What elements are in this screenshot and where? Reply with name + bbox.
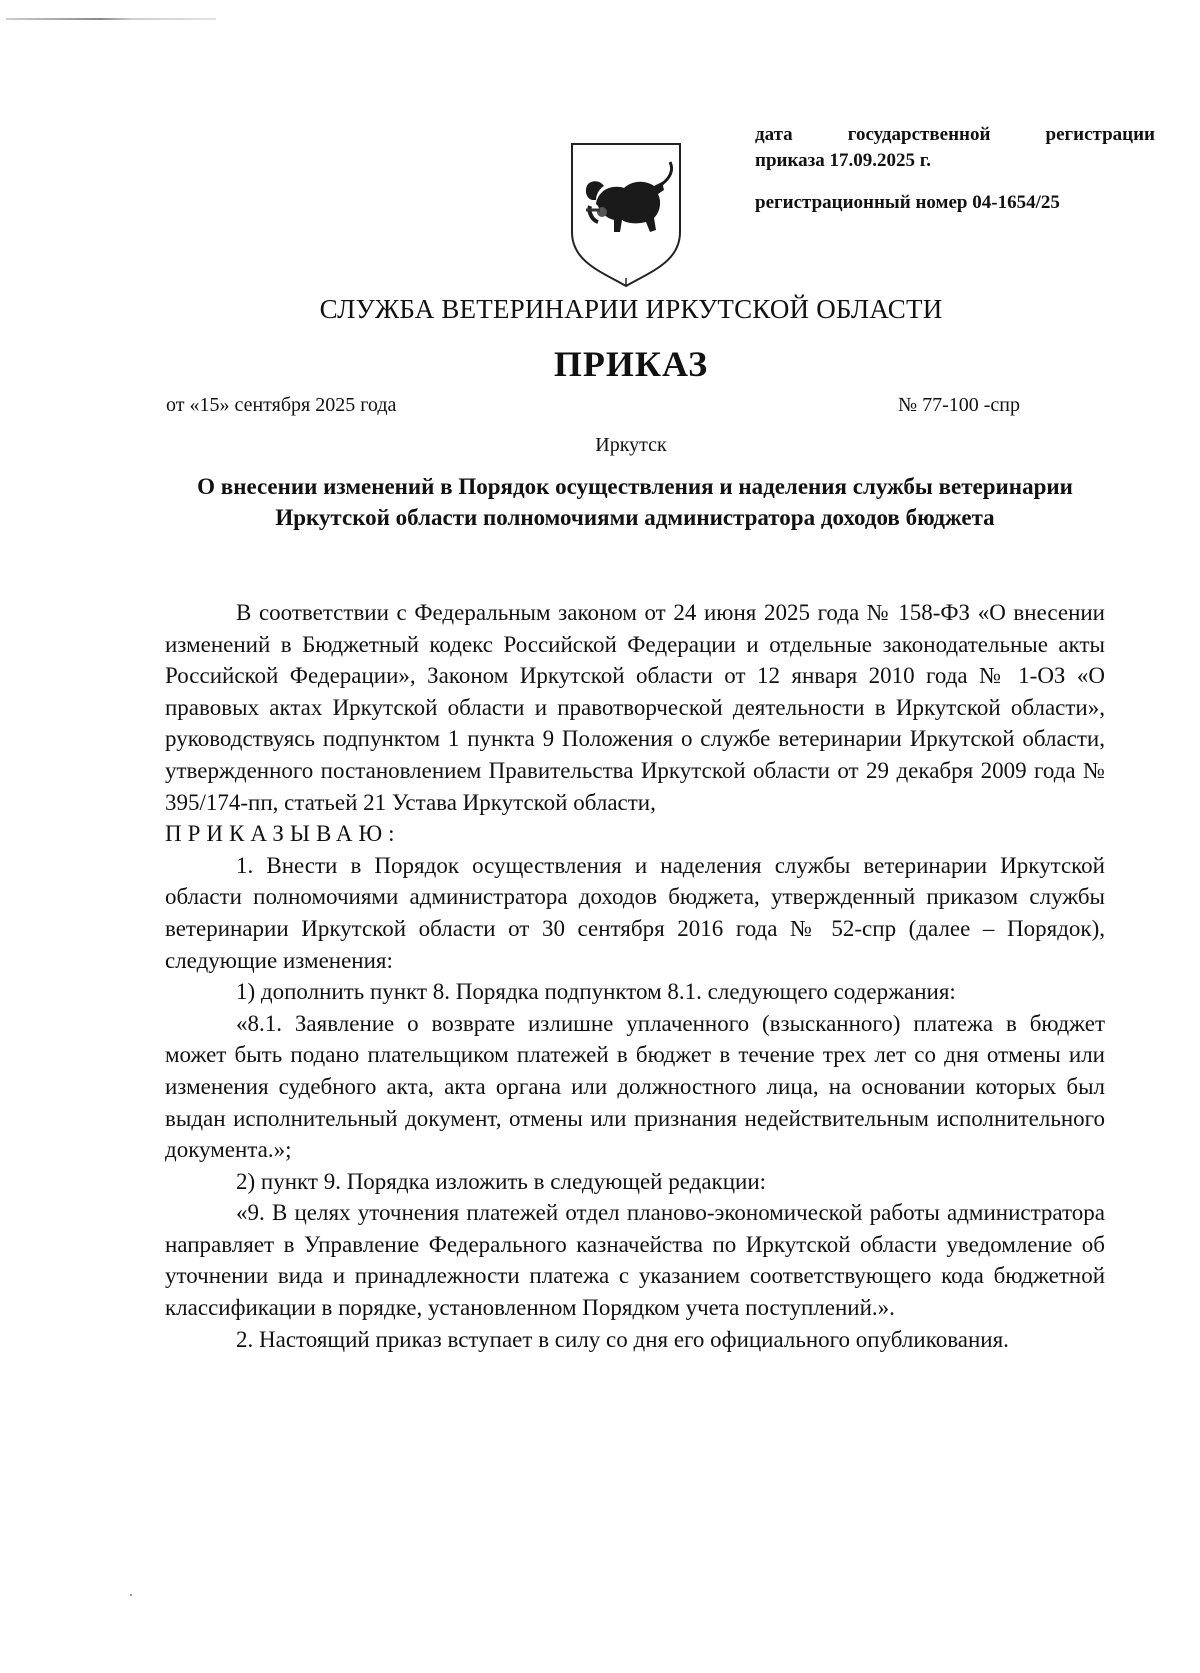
quote-8-1-paragraph: «8.1. Заявление о возврате излишне уплаченного (взысканного) платежа в бюджет может быть подано плательщиком платежей в бюджет в течение трех лет со дня отмены или изменения судебного акта, акта органа или должностного лица, на основании которых был выдан исполнительный документ, отмены или признания недействительным исполнительного документа.»;: [165, 1010, 1105, 1163]
scan-speck: [130, 1594, 132, 1596]
coat-of-arms-emblem: [566, 140, 686, 290]
registration-block: [755, 122, 1155, 216]
order-keyword: ПРИКАЗЫВАЮ:: [165, 821, 401, 847]
subitem-1-paragraph: 1) дополнить пункт 8. Порядка подпунктом 8.1. следующего содержания:: [236, 979, 956, 1005]
preamble-paragraph: В соответствии с Федеральным законом от 24 июня 2025 года № 158-ФЗ «О внесении изменений в Бюджетный кодекс Российской Федерации и отдельные законодательные акты Российской Федерации», Законом Иркутской области от 12 января 2010 года № 1-ОЗ «О правовых актах Иркутской области и правотворческой деятельности в Иркутской области», руководствуясь подпунктом 1 пункта 9 Положения о службе ветеринарии Иркутской области, утвержденного постановлением Правительства Иркутской области от 29 декабря 2009 года № 395/174-пп, статьей 21 Устава Иркутской области,: [165, 600, 1105, 815]
registration-date-label: дата государственной регистрации: [755, 124, 1155, 145]
document-title: О внесении изменений в Порядок осуществления и наделения службы ветеринарии Иркутской области полномочиями администратора доходов бюджета: [197, 474, 1073, 530]
order-number: № 77-100 -спр: [898, 394, 1020, 416]
scan-edge-mark: [6, 18, 216, 20]
agency-name: СЛУЖБА ВЕТЕРИНАРИИ ИРКУТСКОЙ ОБЛАСТИ: [319, 294, 943, 324]
registration-number: регистрационный номер 04-1654/25: [755, 192, 1060, 213]
document-type-heading: ПРИКАЗ: [553, 344, 709, 384]
issue-city: Иркутск: [595, 434, 667, 456]
item-1-paragraph: 1. Внести в Порядок осуществления и наделения службы ветеринарии Иркутской области полномочиями администратора доходов бюджета, утвержденный приказом службы ветеринарии Иркутской области от 30 сентября 2016 года № 52-спр (далее – Порядок), следующие изменения:: [165, 852, 1105, 973]
registration-date: приказа 17.09.2025 г.: [755, 150, 931, 171]
order-date: от «15» сентября 2025 года: [166, 394, 397, 416]
subitem-2-paragraph: 2) пункт 9. Порядка изложить в следующей редакции:: [236, 1168, 767, 1194]
document-body: [165, 597, 1105, 1355]
item-2-paragraph: 2. Настоящий приказ вступает в силу со дня его официального опубликования.: [236, 1326, 1009, 1352]
quote-9-paragraph: «9. В целях уточнения платежей отдел планово-экономической работы администратора направляет в Управление Федерального казначейства по Иркутской области уведомление об уточнении вида и принадлежности платежа с указанием соответствующего кода бюджетной классификации в порядке, установленном Порядком учета поступлений.».: [165, 1200, 1105, 1321]
